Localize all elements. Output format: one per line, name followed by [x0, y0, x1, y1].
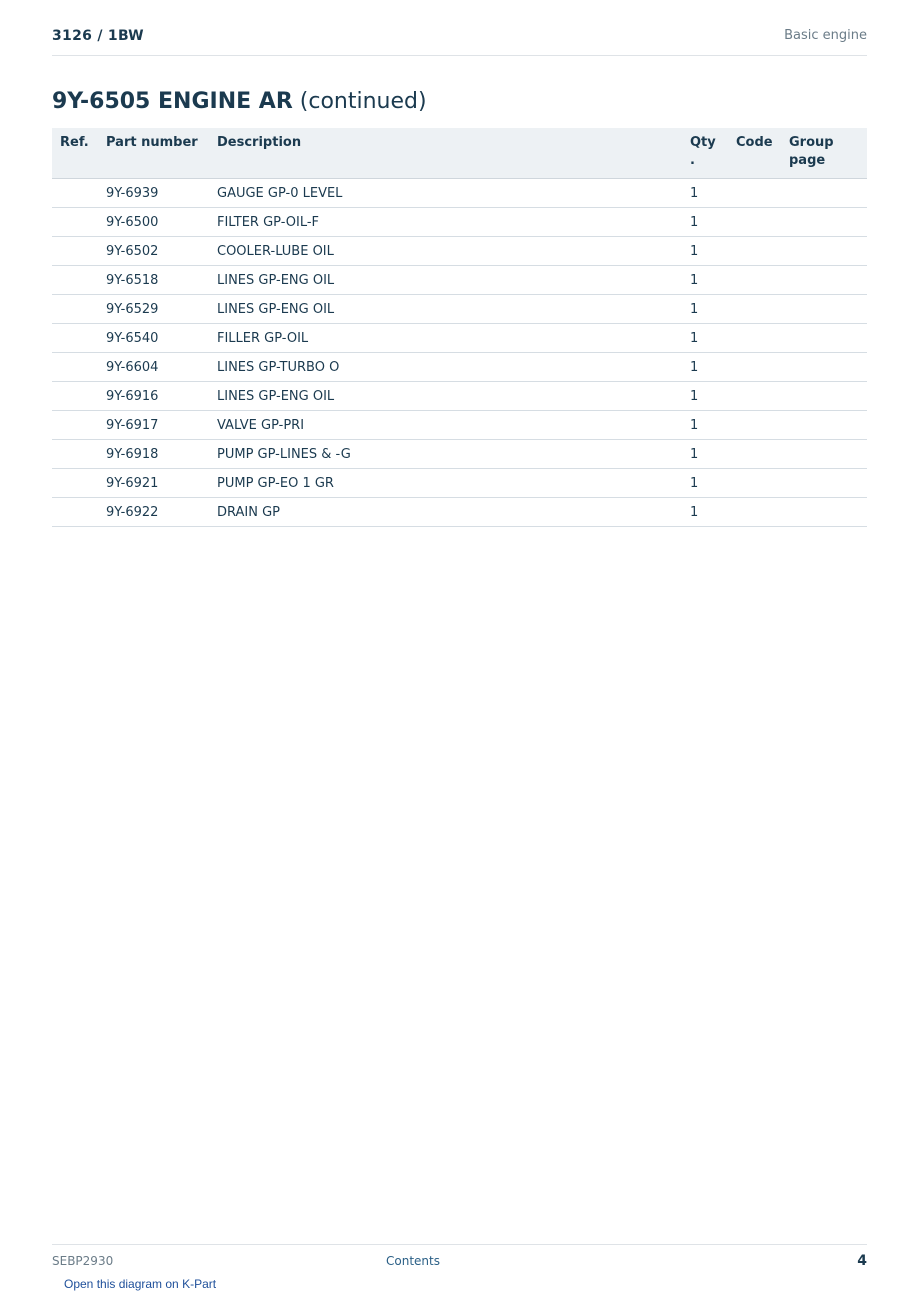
row-group-page-cell — [781, 353, 867, 382]
table-row — [52, 179, 867, 208]
table-row — [52, 469, 867, 498]
row-part-number-cell: 9Y-6918 — [98, 440, 209, 469]
model-label: 3126 / 1BW — [52, 28, 144, 44]
row-group-page-cell — [781, 469, 867, 498]
row-qty-cell: 1 — [682, 208, 728, 237]
column-header-group-line1: Group — [789, 135, 834, 150]
row-qty-cell: 1 — [682, 411, 728, 440]
row-description-cell: PUMP GP-LINES & -G — [209, 440, 682, 469]
open-diagram-kpart-link[interactable]: Open this diagram on K-Part — [64, 1277, 217, 1291]
table-row — [52, 411, 867, 440]
table-row — [52, 324, 867, 353]
page-title-suffix: (continued) — [299, 89, 427, 114]
page-footer — [52, 1244, 867, 1271]
row-qty-cell: 1 — [682, 498, 728, 527]
contents-link[interactable]: Contents — [386, 1254, 440, 1268]
column-header-code: Code — [728, 128, 781, 179]
row-part-number-cell: 9Y-6916 — [98, 382, 209, 411]
row-ref-cell — [52, 266, 98, 295]
row-code-cell — [728, 266, 781, 295]
row-description-cell: LINES GP-ENG OIL — [209, 382, 682, 411]
row-qty-cell: 1 — [682, 469, 728, 498]
row-group-page-cell — [781, 179, 867, 208]
row-part-number-cell: 9Y-6502 — [98, 237, 209, 266]
column-header-ref: Ref. — [52, 128, 98, 179]
row-part-number-cell: 9Y-6604 — [98, 353, 209, 382]
row-group-page-cell — [781, 440, 867, 469]
page-header — [52, 28, 867, 56]
row-description-cell: VALVE GP-PRI — [209, 411, 682, 440]
table-row — [52, 353, 867, 382]
row-group-page-cell — [781, 382, 867, 411]
row-ref-cell — [52, 208, 98, 237]
row-ref-cell — [52, 469, 98, 498]
table-row — [52, 440, 867, 469]
row-part-number-cell: 9Y-6529 — [98, 295, 209, 324]
row-qty-cell: 1 — [682, 324, 728, 353]
row-ref-cell — [52, 295, 98, 324]
row-part-number-cell: 9Y-6500 — [98, 208, 209, 237]
page-title — [52, 89, 427, 114]
row-code-cell — [728, 208, 781, 237]
row-description-cell: COOLER-LUBE OIL — [209, 237, 682, 266]
column-header-qty — [682, 128, 728, 179]
column-header-group-line2: page — [789, 153, 826, 168]
row-group-page-cell — [781, 324, 867, 353]
section-name: Basic engine — [784, 28, 867, 43]
row-ref-cell — [52, 498, 98, 527]
table-row — [52, 498, 867, 527]
row-description-cell: LINES GP-ENG OIL — [209, 266, 682, 295]
row-qty-cell: 1 — [682, 266, 728, 295]
row-qty-cell: 1 — [682, 440, 728, 469]
row-qty-cell: 1 — [682, 179, 728, 208]
row-part-number-cell: 9Y-6939 — [98, 179, 209, 208]
page-number: 4 — [857, 1253, 867, 1269]
row-group-page-cell — [781, 237, 867, 266]
column-header-description: Description — [209, 128, 682, 179]
row-part-number-cell: 9Y-6540 — [98, 324, 209, 353]
row-group-page-cell — [781, 295, 867, 324]
parts-table — [52, 128, 867, 527]
row-description-cell: GAUGE GP-0 LEVEL — [209, 179, 682, 208]
table-row — [52, 295, 867, 324]
row-group-page-cell — [781, 411, 867, 440]
row-description-cell: DRAIN GP — [209, 498, 682, 527]
row-qty-cell: 1 — [682, 295, 728, 324]
table-row — [52, 266, 867, 295]
row-part-number-cell: 9Y-6922 — [98, 498, 209, 527]
row-ref-cell — [52, 237, 98, 266]
table-header-row — [52, 128, 867, 179]
row-code-cell — [728, 498, 781, 527]
row-ref-cell — [52, 440, 98, 469]
row-part-number-cell: 9Y-6921 — [98, 469, 209, 498]
parts-table-body — [52, 179, 867, 527]
column-header-qty-line1: Qty — [690, 135, 716, 150]
row-code-cell — [728, 469, 781, 498]
row-ref-cell — [52, 179, 98, 208]
row-description-cell: PUMP GP-EO 1 GR — [209, 469, 682, 498]
row-description-cell: LINES GP-TURBO O — [209, 353, 682, 382]
row-group-page-cell — [781, 208, 867, 237]
row-qty-cell: 1 — [682, 353, 728, 382]
row-ref-cell — [52, 324, 98, 353]
row-group-page-cell — [781, 266, 867, 295]
row-code-cell — [728, 440, 781, 469]
table-row — [52, 237, 867, 266]
row-description-cell: FILLER GP-OIL — [209, 324, 682, 353]
column-header-part-number: Part number — [98, 128, 209, 179]
row-code-cell — [728, 179, 781, 208]
row-description-cell: LINES GP-ENG OIL — [209, 295, 682, 324]
row-part-number-cell: 9Y-6518 — [98, 266, 209, 295]
table-row — [52, 382, 867, 411]
column-header-qty-line2: . — [690, 153, 695, 168]
table-row — [52, 208, 867, 237]
row-description-cell: FILTER GP-OIL-F — [209, 208, 682, 237]
row-ref-cell — [52, 411, 98, 440]
row-code-cell — [728, 382, 781, 411]
row-qty-cell: 1 — [682, 382, 728, 411]
row-code-cell — [728, 411, 781, 440]
row-part-number-cell: 9Y-6917 — [98, 411, 209, 440]
row-group-page-cell — [781, 498, 867, 527]
row-ref-cell — [52, 382, 98, 411]
document-id: SEBP2930 — [52, 1254, 114, 1268]
page-title-part: 9Y-6505 ENGINE AR — [52, 89, 293, 114]
row-code-cell — [728, 295, 781, 324]
row-code-cell — [728, 237, 781, 266]
row-qty-cell: 1 — [682, 237, 728, 266]
column-header-group-page — [781, 128, 867, 179]
row-code-cell — [728, 353, 781, 382]
row-ref-cell — [52, 353, 98, 382]
row-code-cell — [728, 324, 781, 353]
